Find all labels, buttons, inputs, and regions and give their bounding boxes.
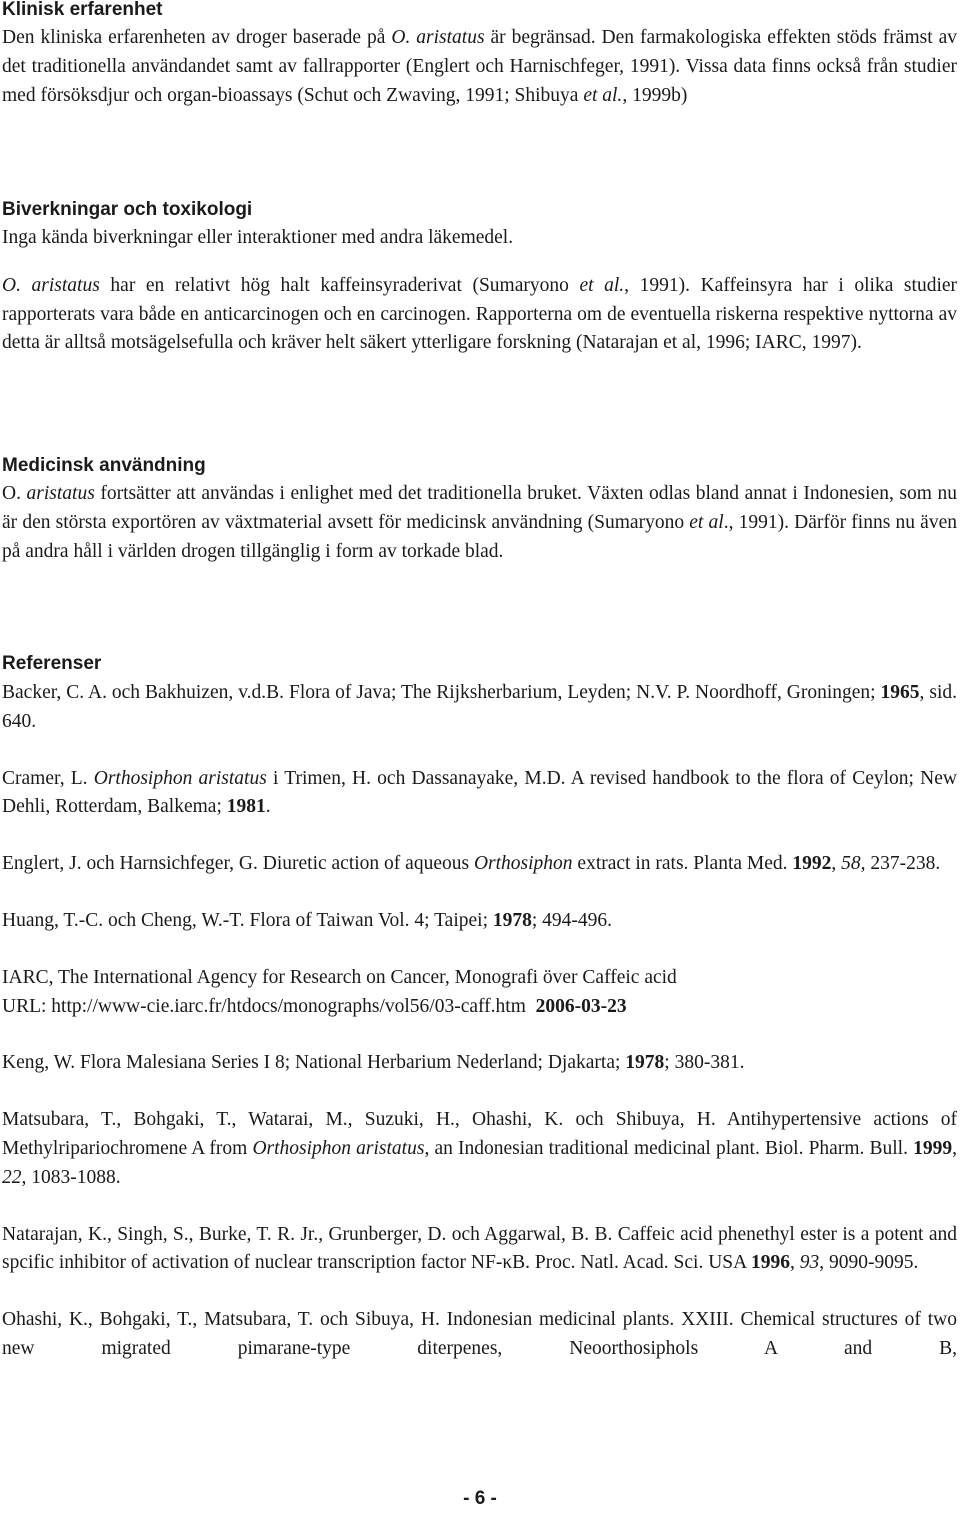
section-clinical	[2, 0, 957, 110]
paragraph-medical-use: O. aristatus fortsätter att användas i enlighet med det traditionella bruket. Växten odlas bland annat i Indonesien, som nu är den största exportören av växtmaterial avsett för medicinsk användning (Sumaryono et al., 1991). Därför finns nu även på andra håll i världen drogen tillgänglig i form av torkade blad.	[2, 483, 957, 562]
heading-clinical: Klinisk erfarenhet	[2, 0, 163, 20]
reference-keng: Keng, W. Flora Malesiana Series I 8; National Herbarium Nederland; Djakarta; 1978; 380-381.	[2, 1052, 745, 1074]
reference-cramer: Cramer, L. Orthosiphon aristatus i Trimen, H. och Dassanayake, M.D. A revised handbook to the flora of Ceylon; New Dehli, Rotterdam, Balkema; 1981.	[2, 767, 957, 818]
reference-huang: Huang, T.-C. och Cheng, W.-T. Flora of Taiwan Vol. 4; Taipei; 1978; 494-496.	[2, 909, 613, 931]
section-medical-use	[2, 456, 957, 566]
reference-iarc: IARC, The International Agency for Research on Cancer, Monografi över Caffeic acid URL: http://www-cie.iarc.fr/htdocs/monographs/vol56/03-caff.htm 2006-03-23	[2, 966, 677, 1017]
reference-ohashi: Ohashi, K., Bohgaki, T., Matsubara, T. och Sibuya, H. Indonesian medicinal plants. XXIII. Chemical structures of two new migrated pimarane-type diterpenes, Neoorthosiphols A and B,	[2, 1309, 957, 1359]
reference-iarc-url: URL: http://www-cie.iarc.fr/htdocs/monographs/vol56/03-caff.htm	[2, 995, 536, 1017]
reference-matsubara: Matsubara, T., Bohgaki, T., Watarai, M., Suzuki, H., Ohashi, K. och Shibuya, H. Antihypertensive actions of Methylripariochromene A from Orthosiphon aristatus, an Indonesian traditional medicinal plant. Biol. Pharm. Bull. 1999, 22, 1083-1088.	[2, 1109, 957, 1188]
page-number: - 6 -	[463, 1488, 497, 1509]
section-references	[2, 654, 957, 1364]
heading-medical-use: Medicinsk användning	[2, 455, 206, 476]
heading-side-effects: Biverkningar och toxikologi	[2, 199, 253, 220]
reference-natarajan: Natarajan, K., Singh, S., Burke, T. R. Jr., Grunberger, D. och Aggarwal, B. B. Caffeic acid phenethyl ester is a potent and spcific inhibitor of activation of nuclear transcription factor NF-κB. Proc. Natl. Acad. Sci. USA 1996, 93, 9090-9095.	[2, 1223, 957, 1274]
reference-englert: Englert, J. och Harnsichfeger, G. Diuretic action of aqueous Orthosiphon extract in rats. Planta Med. 1992, 58, 237-238.	[2, 853, 941, 875]
paragraph-side-effects-1: Inga kända biverkningar eller interaktioner med andra läkemedel.	[2, 227, 514, 248]
section-side-effects	[2, 200, 957, 358]
paragraph-side-effects-2: O. aristatus har en relativt hög halt kaffeinsyraderivat (Sumaryono et al., 1991). Kaffeinsyra har i olika studier rapporterats vara både en anticarcinogen och en carcinogen. Rapporterna om de eventuella riskerna respektive nyttorna av detta är alltså motsägelsefulla och kräver helt säkert ytterligare forskning (Natarajan et al, 1996; IARC, 1997).	[2, 274, 958, 354]
paragraph-clinical: Den kliniska erfarenheten av droger baserade på O. aristatus är begränsad. Den farmakologiska effekten stöds främst av det traditionella användandet samt av fallrapporter (Englert och Harnischfeger, 1991). Vissa data finns också från studier med försöksdjur och organ-bioassays (Schut och Zwaving, 1991; Shibuya et al., 1999b)	[2, 27, 957, 106]
heading-references: Referenser	[2, 653, 102, 674]
reference-backer: Backer, C. A. och Bakhuizen, v.d.B. Flora of Java; The Rijksherbarium, Leyden; N.V. P. Noordhoff, Groningen; 1965, sid. 640.	[2, 682, 957, 732]
